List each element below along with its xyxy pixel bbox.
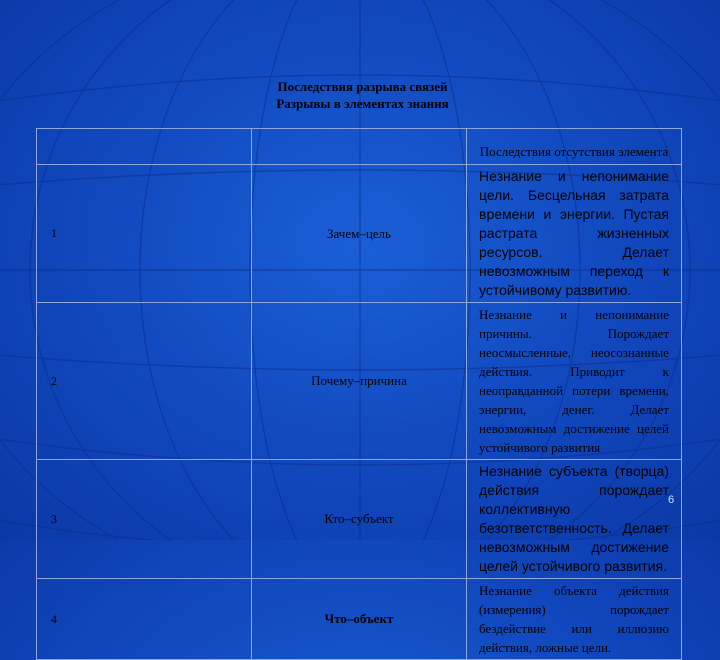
page-number: 6	[668, 494, 675, 506]
row-number: 2	[37, 303, 252, 460]
slide-titles	[200, 78, 525, 112]
row-description: Незнание субъекта (творца) действия порождает коллективную безответственность. Делает невозможным достижение целей устойчивого развития.	[467, 460, 682, 579]
table-row	[37, 460, 682, 579]
row-number: 4	[37, 579, 252, 660]
table-header: Последствия отсутствия элемента	[467, 129, 682, 165]
table-header-row	[37, 129, 682, 165]
row-question: Зачем–цель	[252, 165, 467, 303]
slide-title: Последствия разрыва связей	[277, 79, 448, 94]
row-question: Кто–субъект	[252, 460, 467, 579]
slide-subtitle: Разрывы в элементах знания	[276, 96, 449, 111]
row-description: Незнание и непонимание цели. Бесцельная затрата времени и энергии. Пустая растрата жизненных ресурсов. Делает невозможным переход к устойчивому развитию.	[467, 165, 682, 303]
row-number: 1	[37, 165, 252, 303]
table-row	[37, 579, 682, 660]
table-row	[37, 303, 682, 460]
row-description: Незнание и непонимание причины. Порождает неосмысленные, неосознанные действия. Приводит к неоправданной потери времени, энергии, денег. Делает невозможным достижение целей устойчивого развития	[467, 303, 682, 460]
table-row	[37, 165, 682, 303]
row-question: Почему–причина	[252, 303, 467, 460]
consequences-table	[36, 128, 682, 660]
row-description: Незнание объекта действия (измерения) порождает бездействие или иллюзию действия, ложные цели.	[467, 579, 682, 660]
row-number: 3	[37, 460, 252, 579]
header-cell-empty-2	[252, 129, 467, 165]
row-question: Что–объект	[252, 579, 467, 660]
header-cell-empty-1	[37, 129, 252, 165]
